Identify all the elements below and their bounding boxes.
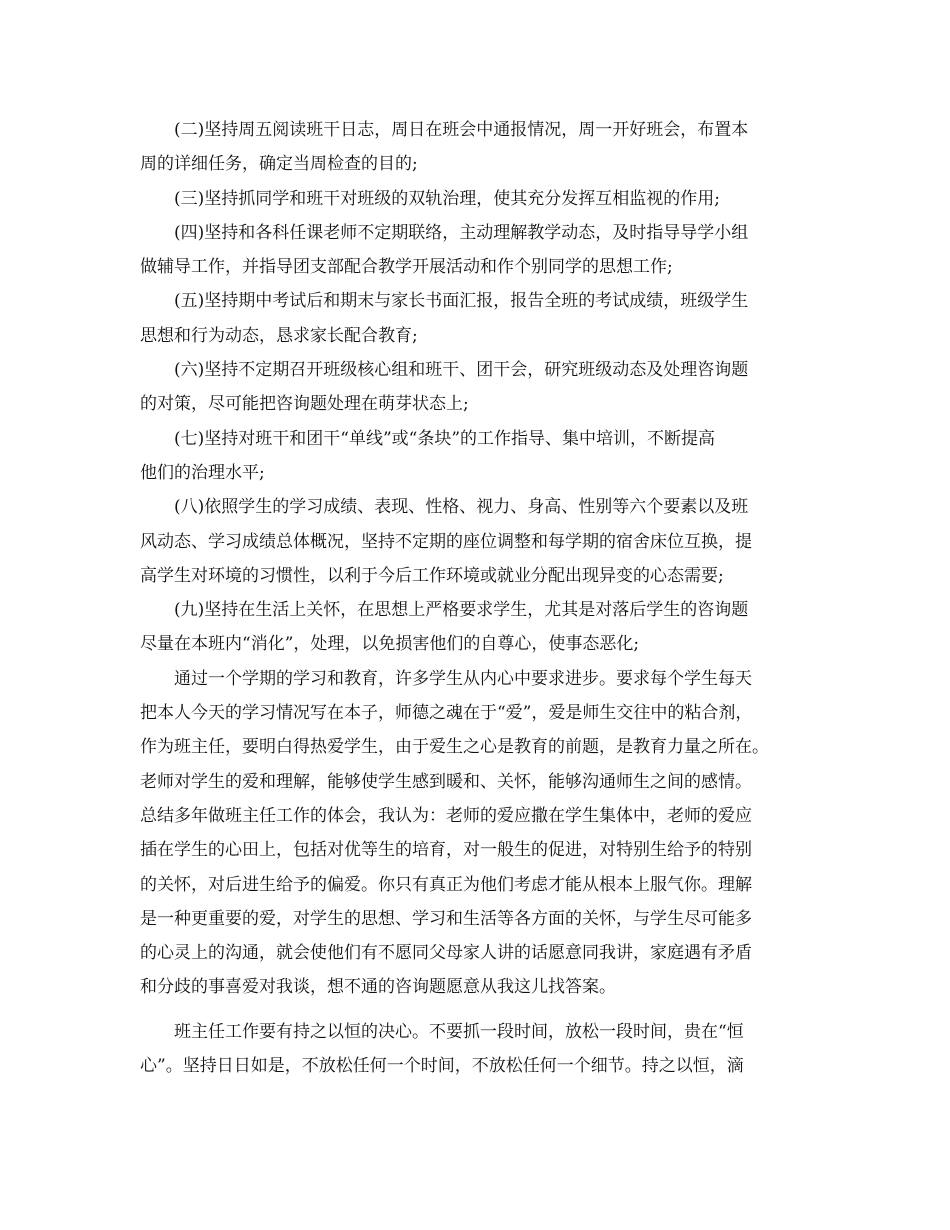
text-line: 做辅导工作，并指导团支部配合教学开展活动和作个别同学的思想工作;: [140, 257, 673, 278]
text-line: 的心灵上的沟通，就会使他们有不愿同父母家人讲的话愿意同我讲，家庭遇有矛盾: [140, 943, 752, 964]
text-line: (三)坚持抓同学和班干对班级的双轨治理，使其充分发挥互相监视的作用;: [174, 188, 720, 209]
text-line: 心”。坚持日日如是，不放松任何一个时间，不放松任何一个细节。持之以恒，滴: [140, 1056, 744, 1077]
paragraph-gap: [140, 1005, 815, 1015]
text-line: (二)坚持周五阅读班干日志，周日在班会中通报情况，周一开好班会，布置本: [174, 120, 749, 140]
text-line: 尽量在本班内“消化”，处理，以免损害他们的自尊心，使事态恶化;: [140, 634, 640, 655]
text-line: 插在学生的心田上，包括对优等生的培育，对一般生的促进，对特别生给予的特别: [140, 840, 752, 861]
text-line: 的关怀，对后进生给予的偏爱。你只有真正为他们考虑才能从根本上服气你。理解: [140, 874, 752, 895]
text-line: (八)依照学生的学习成绩、表现、性格、视力、身高、性别等六个要素以及班: [174, 497, 749, 518]
text-line: 的对策，尽可能把咨询题处理在萌芽状态上;: [140, 394, 469, 415]
text-line: 总结多年做班主任工作的体会，我认为：老师的爱应撒在学生集体中，老师的爱应: [140, 805, 752, 826]
text-line: 老师对学生的爱和理解，能够使学生感到暖和、关怀，能够沟通师生之间的感情。: [140, 771, 752, 792]
text-line: 通过一个学期的学习和教育，许多学生从内心中要求进步。要求每个学生每天: [174, 668, 752, 689]
text-line: (九)坚持在生活上关怀，在思想上严格要求学生，尤其是对落后学生的咨询题: [174, 600, 749, 621]
text-line: (六)坚持不定期召开班级核心组和班干、团干会，研究班级动态及处理咨询题: [174, 360, 749, 381]
text-line: 高学生对环境的习惯性，以利于今后工作环境或就业分配出现异变的心态需要;: [140, 565, 724, 586]
text-line: 周的详细任务，确定当周检查的目的;: [140, 154, 418, 175]
text-line: (四)坚持和各科任课老师不定期联络，主动理解教学动态，及时指导导学小组: [174, 222, 749, 243]
text-line: 和分歧的事喜爱对我谈，想不通的咨询题愿意从我这儿找答案。: [140, 977, 616, 998]
text-line: 风动态、学习成绩总体概况，坚持不定期的座位调整和每学期的宿舍床位互换，提: [140, 531, 752, 552]
text-line: 把本人今天的学习情况写在本子，师德之魂在于“爱”，爱是师生交往中的粘合剂，: [140, 703, 753, 724]
document-body: [140, 113, 815, 1083]
text-line: 班主任工作要有持之以恒的决心。不要抓一段时间，放松一段时间，贵在“恒: [174, 1021, 744, 1042]
text-line: 作为班主任，要明白得热爱学生，由于爱生之心是教育的前题，是教育力量之所在。: [140, 737, 769, 758]
text-line: 思想和行为动态，恳求家长配合教育;: [140, 325, 418, 346]
text-line: 他们的治理水平;: [140, 462, 265, 483]
text-line: (七)坚持对班干和团干“单线”或“条块”的工作指导、集中培训，不断提高: [174, 428, 716, 449]
text-line: (五)坚持期中考试后和期末与家长书面汇报，报告全班的考试成绩，班级学生: [174, 291, 749, 312]
text-line: 是一种更重要的爱，对学生的思想、学习和生活等各方面的关怀，与学生尽可能多: [140, 908, 752, 929]
